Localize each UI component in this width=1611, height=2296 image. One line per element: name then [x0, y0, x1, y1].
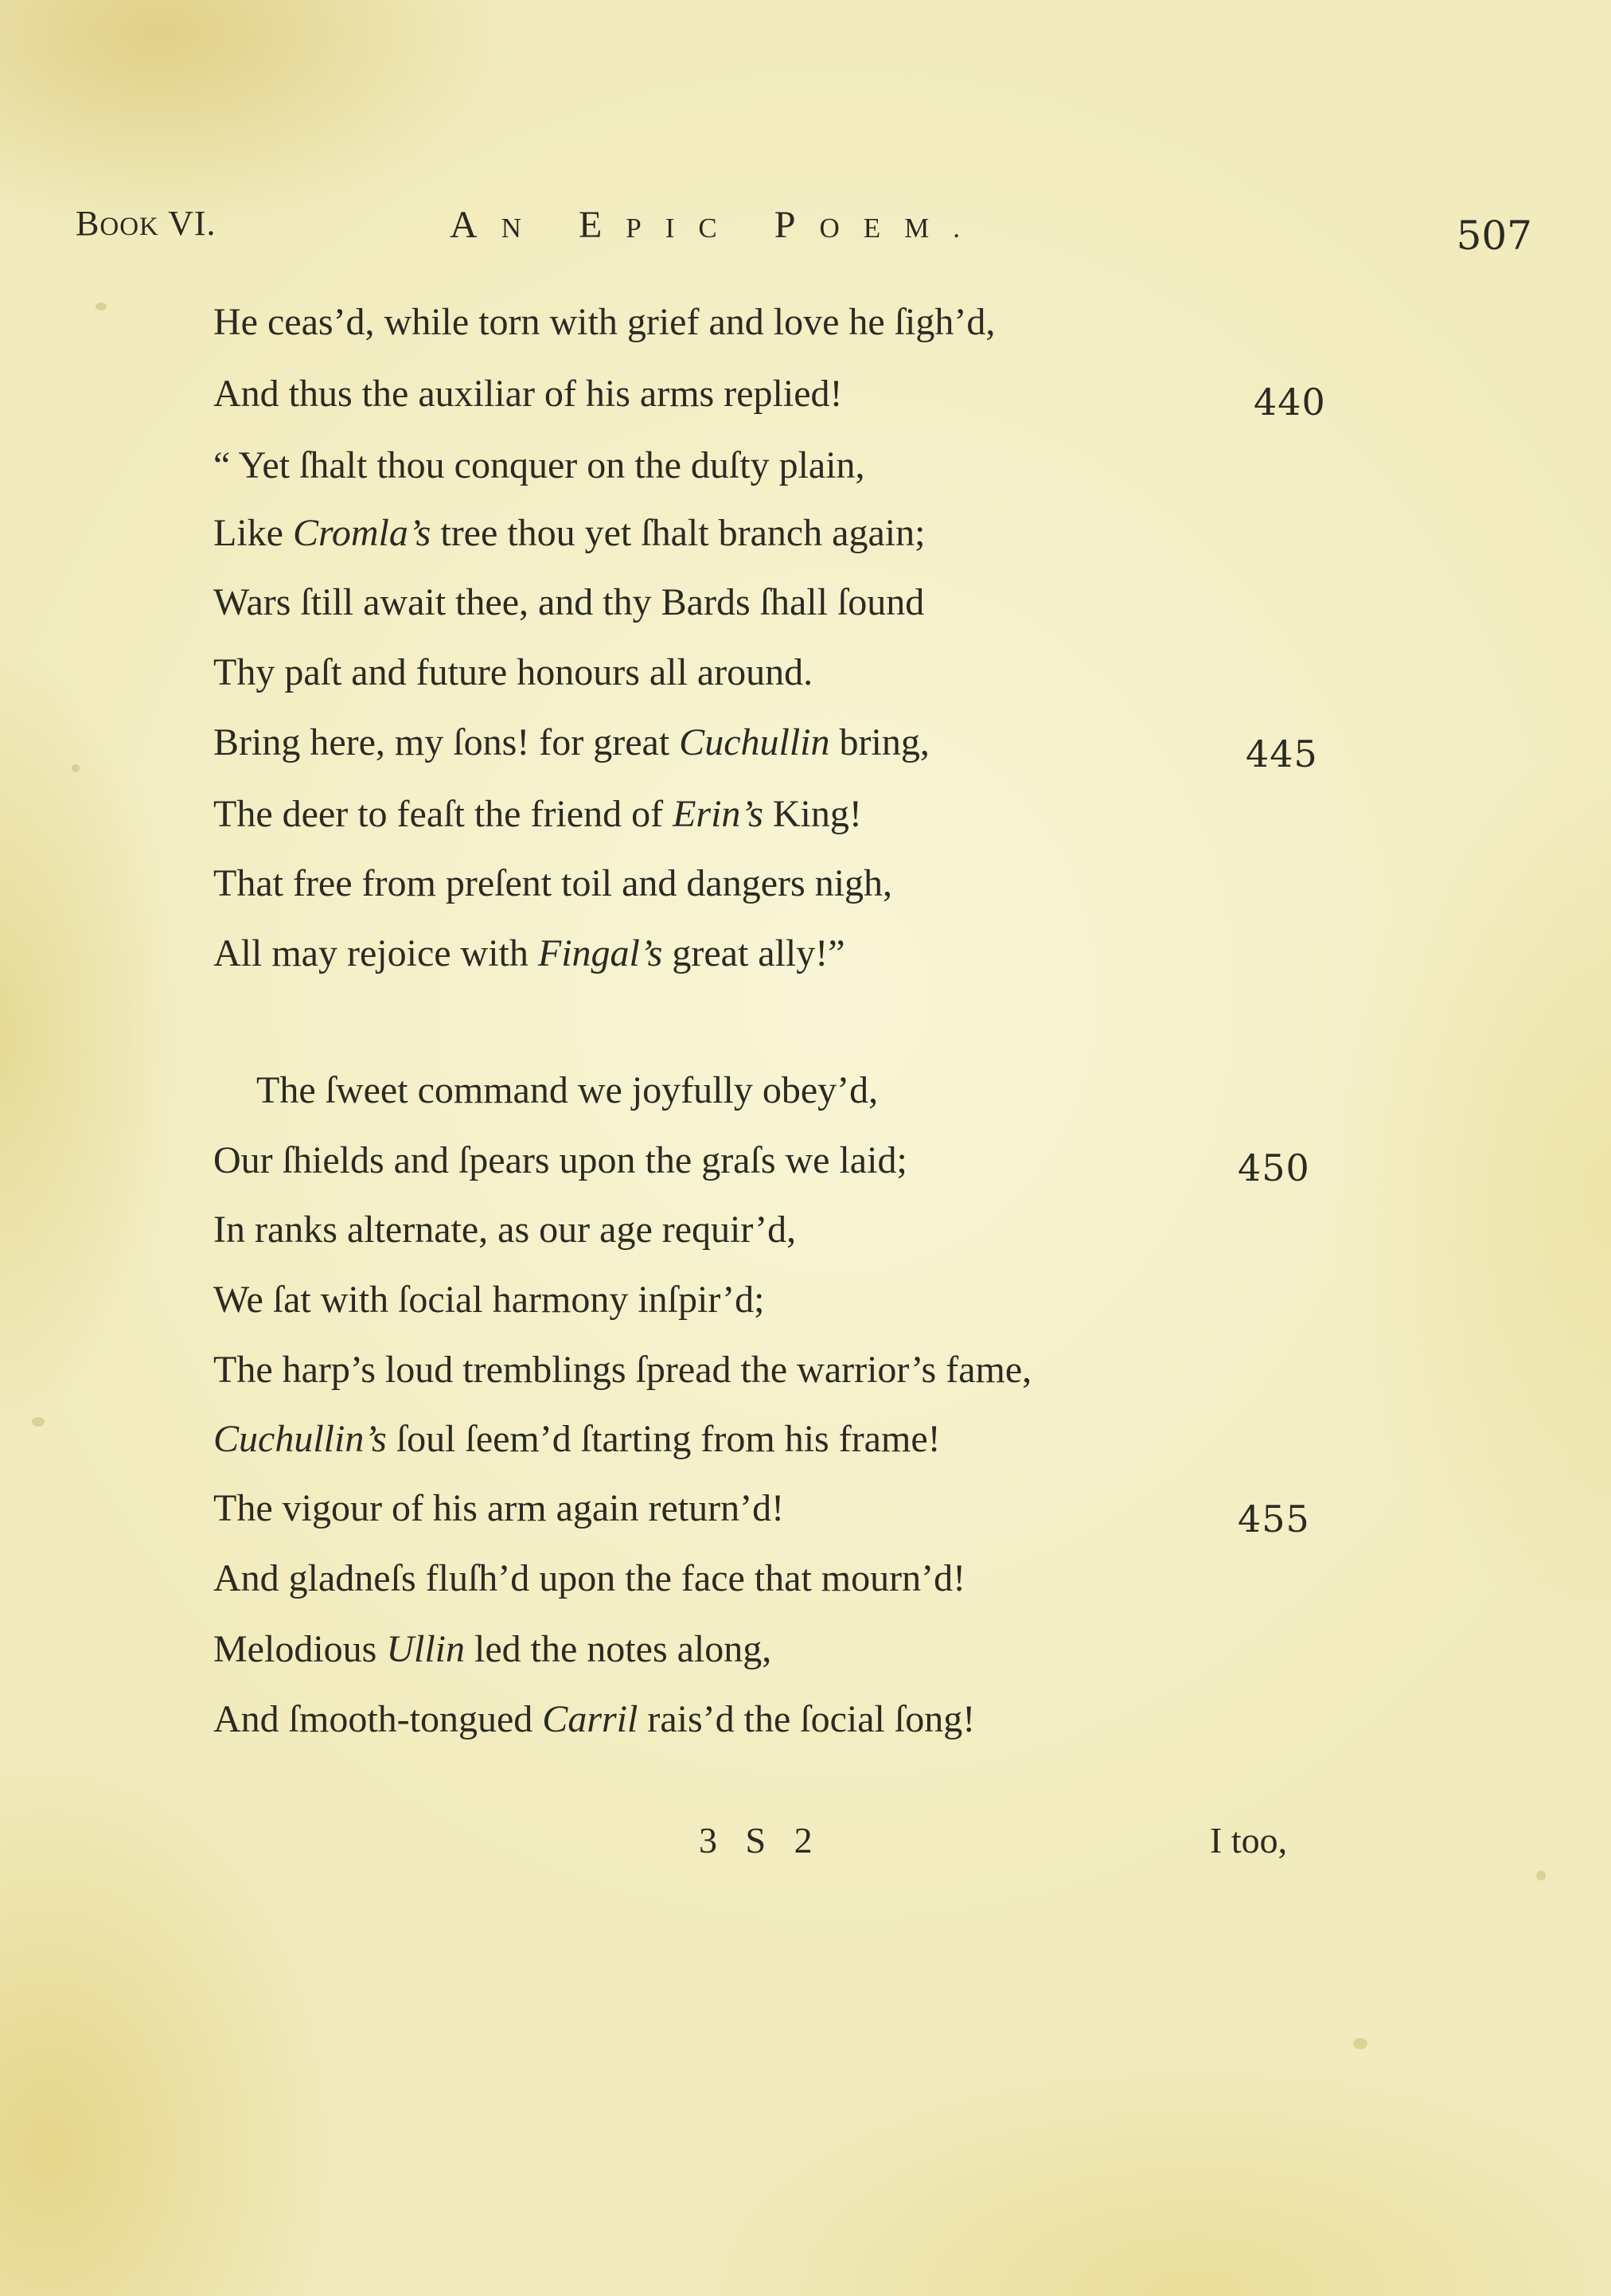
italic-name: Cromla’s — [292, 512, 431, 554]
poem-line — [213, 926, 845, 982]
foxing-spot — [72, 764, 80, 772]
line-number: 450 — [1238, 1146, 1310, 1189]
poem-line — [213, 506, 925, 561]
page-number: 507 — [1456, 213, 1532, 259]
poem-line — [213, 1692, 975, 1747]
signature-mark: 3 S 2 — [699, 1820, 822, 1861]
poem-line: Our ſhields and ſpears upon the graſs we laid; — [213, 1139, 907, 1181]
catchword: I too, — [1210, 1820, 1288, 1861]
poem-line: We ſat with ſocial harmony inſpir’d; — [213, 1279, 765, 1321]
poem-line: The harp’s loud tremblings ſpread the warrior’s fame, — [213, 1349, 1032, 1391]
italic-name: Erin’s — [673, 793, 763, 835]
title-letter: O — [819, 213, 864, 244]
title-letter: E — [863, 213, 905, 244]
text-run: All may rejoice with — [213, 932, 538, 974]
line-number: 445 — [1246, 732, 1318, 775]
poem-line: He ceas’d, while torn with grief and love he ſigh’d, — [213, 301, 996, 343]
title-letter: A — [450, 204, 501, 246]
text-run: rais’d the ſocial ſong! — [638, 1698, 976, 1740]
title-letter: M. — [904, 213, 985, 244]
book-label-initial: B — [76, 204, 100, 243]
foxing-spot — [32, 1417, 45, 1427]
poem-line — [213, 787, 862, 842]
text-run: King! — [763, 793, 862, 835]
poem-line: And gladneſs fluſh’d upon the face that mourn’d! — [213, 1557, 966, 1599]
text-run: led the notes along, — [465, 1628, 772, 1670]
text-run: bring, — [829, 721, 930, 763]
foxing-spot — [1353, 2038, 1367, 2049]
line-number: 440 — [1254, 381, 1326, 424]
book-label — [76, 203, 216, 244]
foxing-spot — [1536, 1871, 1546, 1880]
title-letter: P — [774, 204, 820, 246]
text-run: Bring here, my ſons! for great — [213, 721, 680, 763]
poem-line — [213, 1412, 941, 1467]
text-run: Like — [213, 512, 293, 554]
text-run: And ſmooth-tongued — [213, 1698, 543, 1740]
poem-line — [213, 1622, 771, 1677]
text-run: great ally!” — [662, 932, 845, 974]
title-letter: C — [698, 213, 741, 244]
text-run: Melodious — [213, 1628, 387, 1670]
poem-line: That free from preſent toil and dangers nigh, — [213, 862, 893, 904]
text-run: The deer to feaſt the friend of — [213, 793, 673, 835]
line-number: 455 — [1238, 1497, 1310, 1540]
foxing-spot — [96, 303, 107, 310]
poem-line — [213, 715, 930, 771]
italic-name: Carril — [542, 1698, 638, 1740]
book-label-smallcaps: OOK — [99, 213, 159, 241]
italic-name: Ullin — [386, 1628, 466, 1670]
poem-line: “ Yet ſhalt thou conquer on the duſty plain, — [213, 444, 865, 486]
poem-line: Thy paſt and future honours all around. — [213, 651, 813, 693]
italic-name: Cuchullin’s — [213, 1418, 387, 1460]
italic-name: Fingal’s — [537, 932, 663, 974]
poem-line: The ſweet command we joyfully obey’d, — [256, 1069, 879, 1111]
poem-line: Wars ſtill await thee, and thy Bards ſhall ſound — [213, 581, 925, 623]
running-title — [450, 203, 984, 247]
title-letter: P — [626, 213, 665, 244]
poem-line: And thus the auxiliar of his arms replied! — [213, 373, 843, 415]
text-run: ſoul ſeem’d ſtarting from his frame! — [386, 1418, 941, 1460]
title-letter: N — [501, 213, 545, 244]
book-number: VI. — [168, 204, 216, 243]
title-letter: I — [665, 213, 699, 244]
text-run: tree thou yet ſhalt branch again; — [431, 512, 926, 554]
running-head — [76, 203, 1532, 259]
title-letter: E — [578, 204, 626, 246]
poem-line: In ranks alternate, as our age requir’d, — [213, 1209, 797, 1251]
poem-line: The vigour of his arm again return’d! — [213, 1487, 785, 1529]
italic-name: Cuchullin — [679, 721, 830, 763]
